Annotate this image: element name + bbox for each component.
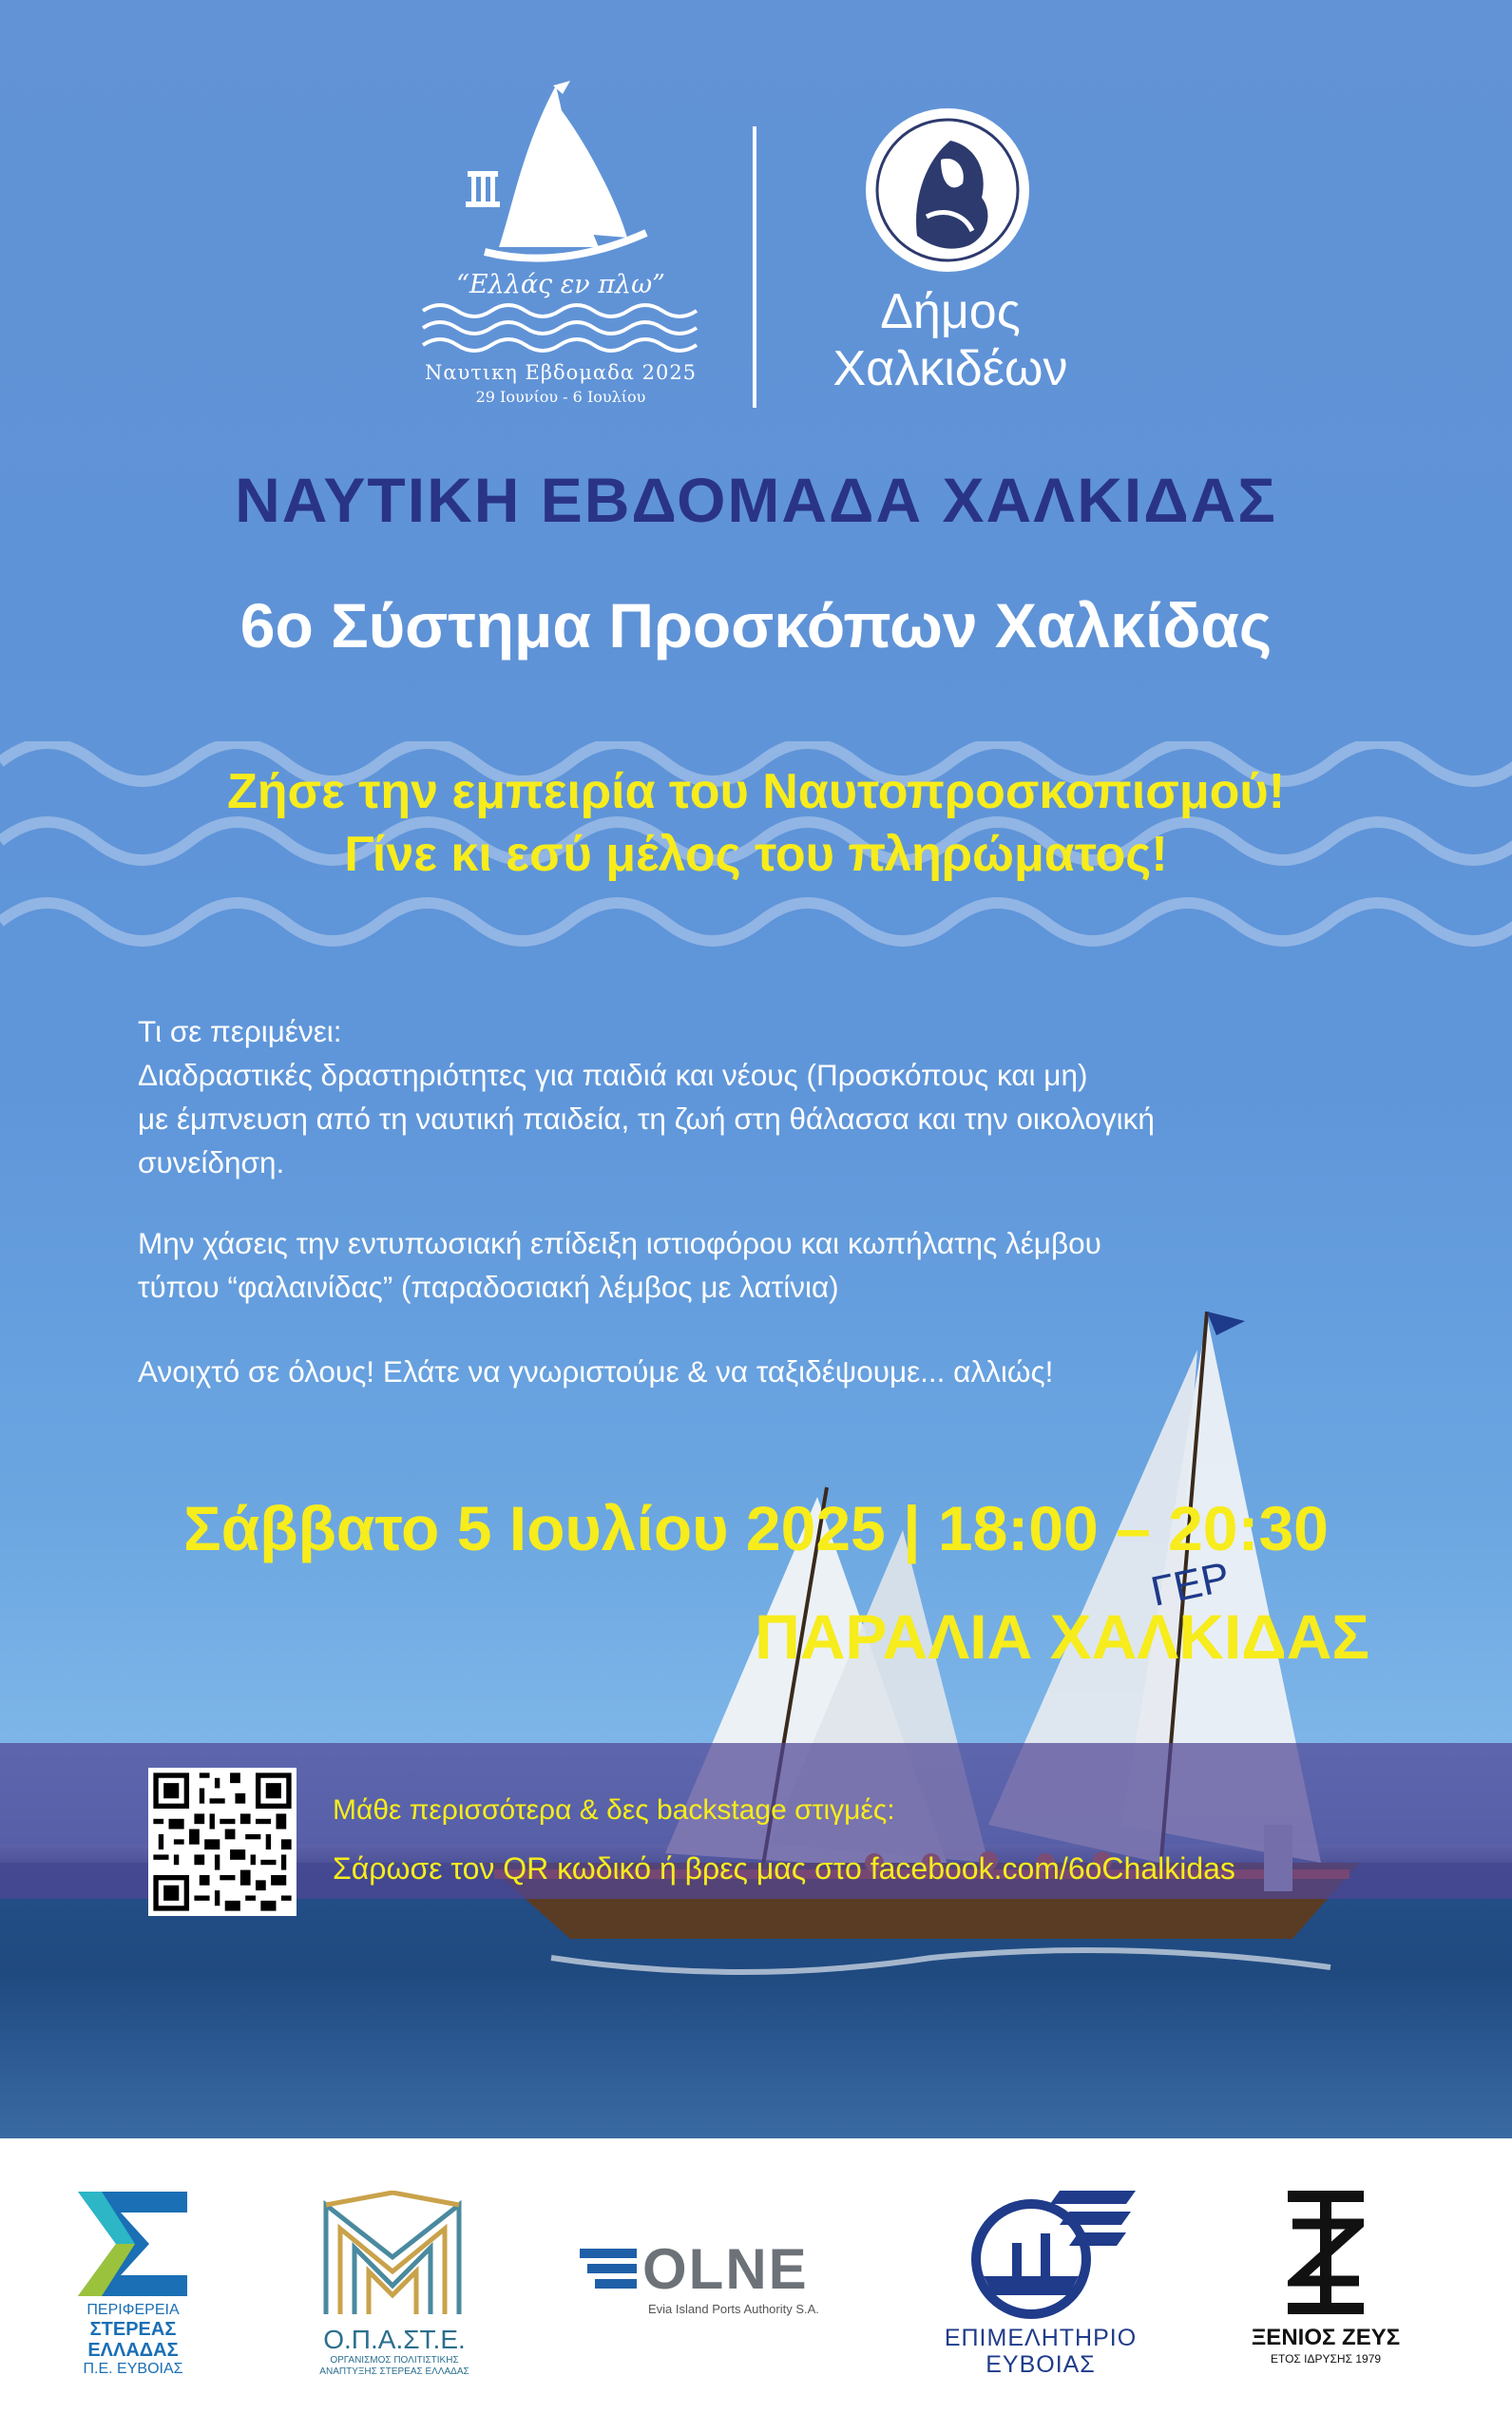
sponsor-text: Ο.Π.Α.ΣΤ.Ε.: [323, 2325, 466, 2354]
olne-wordmark: OLNE: [642, 2237, 809, 2301]
sponsor-chamber-label: [936, 2325, 1145, 2378]
sponsor-text: ΣΤΕΡΕΑΣ: [89, 2319, 177, 2340]
sponsor-text: ΟΡΓΑΝΙΣΜΟΣ ΠΟΛΙΤΙΣΤΙΚΗΣ: [330, 2355, 459, 2366]
sponsor-text: ΕΠΙΜΕΛΗΤΗΡΙΟ: [944, 2325, 1138, 2351]
xenios-zeus-logo-icon: [1288, 2191, 1364, 2314]
sponsor-text: Π.Ε. ΕΥΒΟΙΑΣ: [83, 2361, 183, 2377]
body-line: με έμπνευση από τη ναυτική παιδεία, τη ζωή στη θάλασσα και την οικολογική: [138, 1102, 1155, 1136]
olne-tagline: Evia Island Ports Authority S.A.: [648, 2302, 819, 2316]
event-date-time: Σάββατο 5 Ιουλίου 2025 | 18:00 – 20:30: [183, 1493, 1329, 1563]
body-line: Ανοιχτό σε όλους! Ελάτε να γνωριστούμε & να ταξιδέψουμε... αλλιώς!: [138, 1354, 1054, 1389]
slogan-line2: Γίνε κι εσύ μέλος του πληρώματος!: [344, 827, 1168, 882]
what-awaits-paragraph: [138, 1009, 1411, 1184]
info-facebook-link[interactable]: Σάρωσε τον QR κωδικό ή βρες μας στο facebook.com/6oChalkidas: [333, 1851, 1235, 1886]
body-line: Τι σε περιμένει:: [138, 1014, 342, 1048]
municipality-line1: Δήμος: [880, 284, 1021, 339]
region-logo-icon: [78, 2192, 187, 2296]
slogan: [0, 760, 1512, 886]
sponsor-opaste-label: [304, 2325, 485, 2378]
logo-waves-icon: [418, 299, 703, 356]
info-learn-more: Μάθε περισσότερα & δες backstage στιγμές:: [333, 1794, 895, 1826]
opaste-logo-icon: [321, 2191, 464, 2319]
main-title: ΝΑΥΤΙΚΗ ΕΒΔΟΜΑΔΑ ΧΑΛΚΙΔΑΣ: [235, 465, 1277, 535]
chamber-logo-icon: [955, 2191, 1136, 2319]
sponsors-footer: [0, 2138, 1512, 2433]
slogan-line1: Ζήσε την εμπειρία του Ναυτοπροσκοπισμού!: [226, 764, 1286, 819]
olne-logo-icon: [580, 2245, 646, 2292]
nautical-week-dates: 29 Ιουνίου - 6 Ιουλίου: [475, 388, 646, 406]
sailboat-image: [456, 1293, 1368, 2148]
sponsor-text: ΕΥΒΟΙΑΣ: [986, 2351, 1096, 2378]
sponsor-xenios-label: [1235, 2325, 1416, 2366]
qr-code-icon[interactable]: [148, 1768, 297, 1916]
body-line: τύπου “φαλαινίδας” (παραδοσιακή λέμβος με λατίνια): [138, 1270, 839, 1304]
municipality-seal-icon: [860, 103, 1036, 278]
body-line: Διαδραστικές δραστηριότητες για παιδιά και νέους (Προσκόπους και μη): [138, 1058, 1088, 1092]
sponsor-text: ΞΕΝΙΟΣ ΖΕΥΣ: [1251, 2325, 1401, 2350]
sponsor-text: ΕΤΟΣ ΙΔΡΥΣΗΣ 1979: [1270, 2352, 1382, 2366]
sponsor-text: ΕΛΛΑΔΑΣ: [87, 2340, 179, 2361]
body-line: Μην χάσεις την εντυπωσιακή επίδειξη ιστιοφόρου και κωπήλατης λέμβου: [138, 1226, 1101, 1260]
sponsor-text: ΑΝΑΠΤΥΞΗΣ ΣΤΕΡΕΑΣ ΕΛΛΑΔΑΣ: [319, 2366, 469, 2377]
open-to-all-paragraph: [138, 1350, 1411, 1393]
nautical-week-logo-icon: [456, 81, 665, 266]
subtitle: 6ο Σύστημα Προσκόπων Χαλκίδας: [239, 590, 1273, 661]
sponsor-text: ΠΕΡΙΦΕΡΕΙΑ: [86, 2302, 180, 2318]
nautical-week-title: Ναυτικη Εβδομαδα 2025: [424, 361, 698, 384]
sail-letters: ΓΕΡ: [1146, 1553, 1234, 1616]
municipality-line2: Χαλκιδέων: [833, 341, 1068, 396]
sponsor-region-label: [57, 2302, 209, 2378]
demo-paragraph: [138, 1221, 1411, 1309]
municipality-name: [798, 283, 1102, 397]
body-line: συνείδηση.: [138, 1145, 285, 1179]
motto: “Ελλάς εν πλω”: [456, 270, 665, 299]
event-place: ΠΑΡΑΛΙΑ ΧΑΛΚΙΔΑΣ: [755, 1601, 1369, 1672]
header-divider: [753, 126, 756, 408]
